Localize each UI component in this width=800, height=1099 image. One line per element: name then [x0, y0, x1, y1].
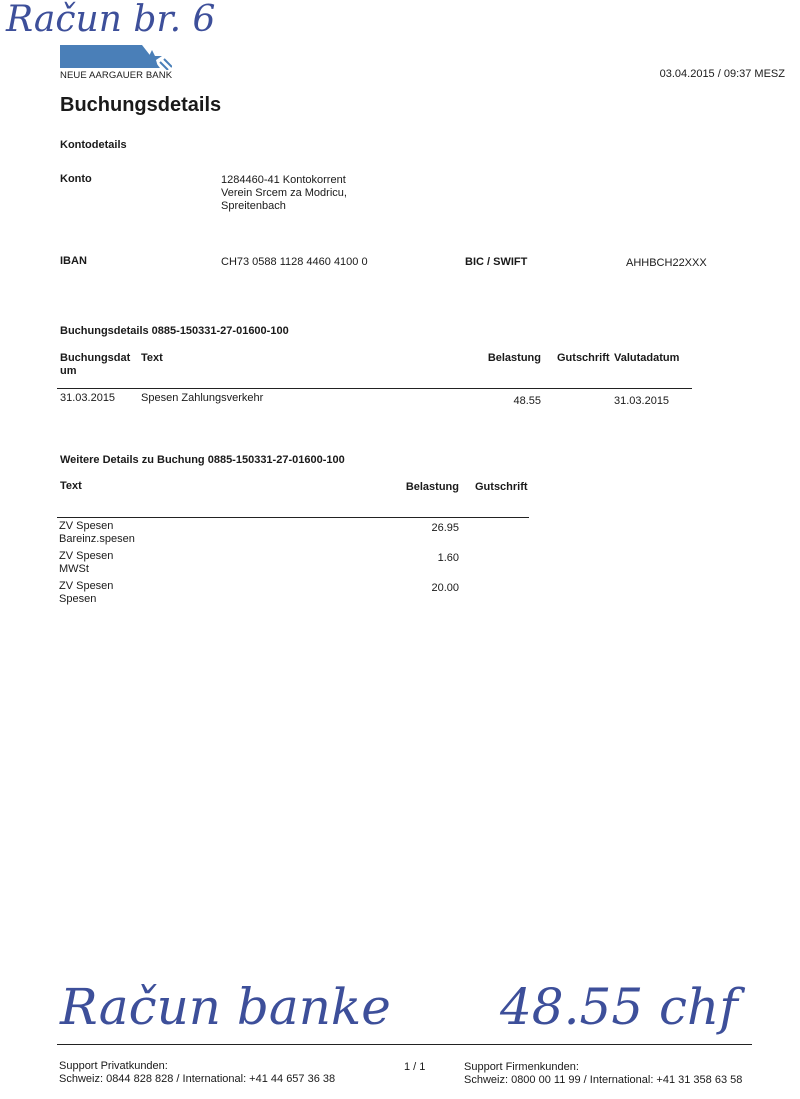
col-header-credit: Gutschrift — [557, 352, 610, 364]
cell-text: Spesen Zahlungsverkehr — [141, 392, 264, 404]
col-header-text: Text — [60, 480, 82, 492]
cell-text-line: ZV Spesen — [59, 580, 114, 592]
bank-logo-graphic — [60, 44, 172, 70]
footer-business-contact: Schweiz: 0800 00 11 99 / International: +41 31 358 63 58 — [464, 1074, 743, 1086]
konto-value — [221, 174, 347, 213]
table-header-rule — [57, 517, 529, 518]
konto-label: Konto — [60, 173, 92, 185]
col-header-text: Text — [141, 352, 163, 364]
section-heading-kontodetails: Kontodetails — [60, 139, 127, 151]
bank-logo — [60, 44, 172, 70]
print-timestamp: 03.04.2015 / 09:37 MESZ — [659, 68, 785, 80]
cell-text-line: ZV Spesen — [59, 520, 114, 532]
footer-private-label: Support Privatkunden: — [59, 1060, 168, 1072]
konto-line: Verein Srcem za Modricu, — [221, 187, 347, 199]
footer-business-support — [464, 1061, 742, 1087]
bic-label: BIC / SWIFT — [465, 256, 528, 268]
cell-text — [59, 550, 113, 576]
handwritten-note-left: Račun banke — [60, 978, 391, 1036]
section-heading-booking: Buchungsdetails 0885-150331-27-01600-100 — [60, 325, 289, 337]
col-header-date-line: Buchungsdat — [60, 352, 131, 364]
footer-private-contact: Schweiz: 0844 828 828 / International: +41 44 657 36 38 — [59, 1073, 336, 1085]
cell-debit: 26.95 — [431, 522, 459, 534]
footer-private-support — [59, 1060, 335, 1086]
cell-date: 31.03.2015 — [60, 392, 116, 404]
col-header-debit: Belastung — [487, 352, 541, 364]
col-header-credit: Gutschrift — [475, 481, 528, 493]
cell-debit: 20.00 — [431, 582, 459, 594]
cell-text — [59, 580, 113, 606]
cell-debit: 48.55 — [513, 395, 541, 407]
section-heading-further: Weitere Details zu Buchung 0885-150331-27-01600-100 — [60, 454, 345, 466]
iban-label: IBAN — [60, 255, 87, 267]
page-title: Buchungsdetails — [60, 94, 222, 116]
col-header-date-line: um — [60, 365, 77, 377]
handwritten-note-right: 48.55 chf — [500, 978, 738, 1036]
cell-text — [59, 520, 135, 546]
konto-line: 1284460-41 Kontokorrent — [221, 174, 346, 186]
iban-value: CH73 0588 1128 4460 4100 0 — [221, 256, 368, 268]
footer-rule — [57, 1044, 752, 1045]
cell-text-line: Spesen — [59, 593, 97, 605]
cell-debit: 1.60 — [437, 552, 459, 564]
cell-text-line: Bareinz.spesen — [59, 533, 135, 545]
col-header-debit: Belastung — [405, 481, 459, 493]
footer-business-label: Support Firmenkunden: — [464, 1061, 579, 1073]
cell-text-line: ZV Spesen — [59, 550, 114, 562]
table-header-rule — [57, 388, 692, 389]
col-header-value-date: Valutadatum — [614, 352, 680, 364]
konto-line: Spreitenbach — [221, 200, 286, 212]
col-header-date — [60, 352, 138, 378]
cell-text-line: MWSt — [59, 563, 89, 575]
handwritten-invoice-number: Račun br. 6 — [6, 0, 216, 40]
bank-name: NEUE AARGAUER BANK — [60, 70, 173, 81]
bic-value: AHHBCH22XXX — [626, 257, 707, 269]
page-number: 1 / 1 — [404, 1061, 426, 1073]
cell-value-date: 31.03.2015 — [614, 395, 670, 407]
